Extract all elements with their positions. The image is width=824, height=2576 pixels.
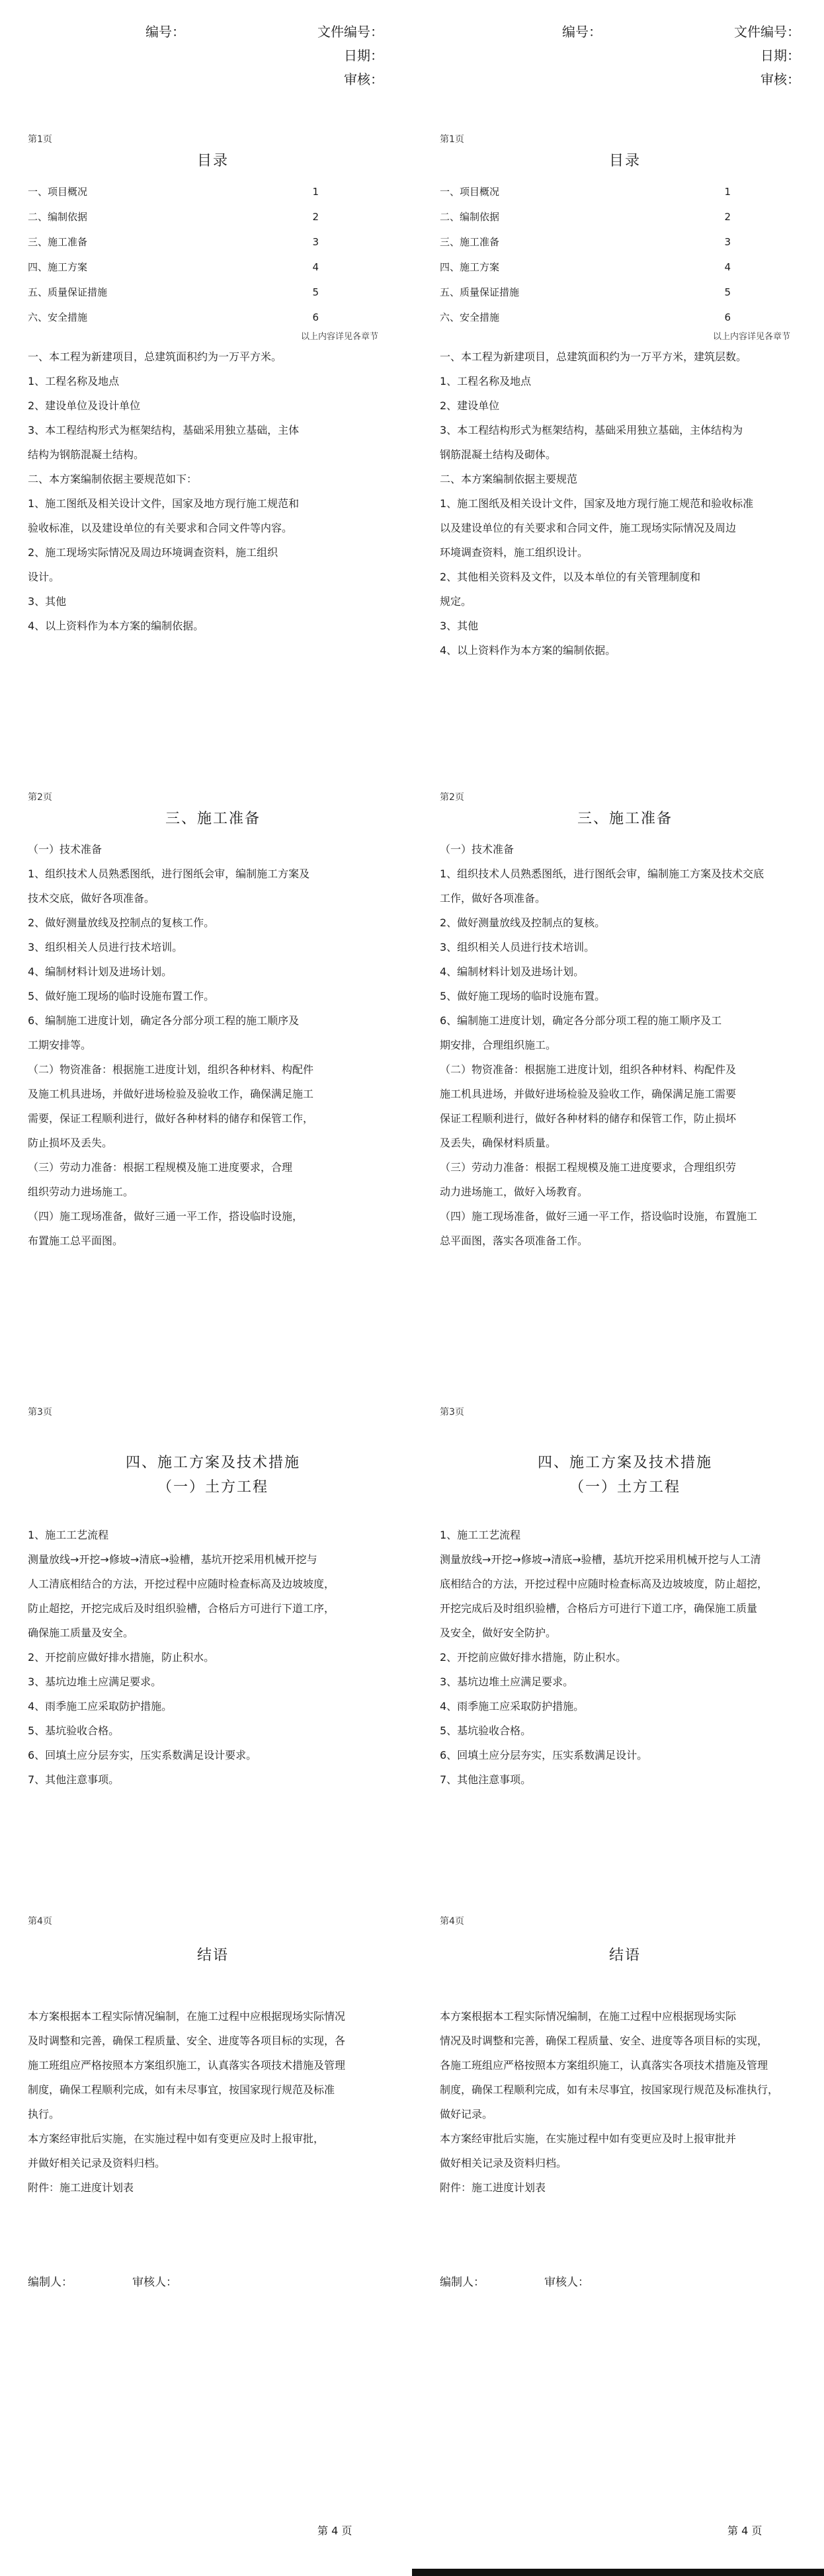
text-line: 及丢失，确保材料质量。	[440, 1137, 557, 1149]
text-line: 开挖完成后及时组织验槽，合格后方可进行下道工序，确保施工质量	[440, 1602, 758, 1615]
bottom-bar	[412, 2569, 824, 2576]
body-text	[440, 837, 810, 1253]
text-line: （二）物资准备：根据施工进度计划，组织各种材料、构配件	[28, 1063, 314, 1076]
text-line: 2、开挖前应做好排水措施，防止积水。	[440, 1651, 627, 1664]
text-line: （二）物资准备：根据施工进度计划，组织各种材料、构配件及	[440, 1063, 737, 1076]
header-line	[145, 67, 384, 91]
toc-item: 四、施工方案	[28, 261, 88, 273]
text-line: 各施工班组应严格按照本方案组织施工，认真落实各项技术措施及管理	[440, 2059, 768, 2072]
toc-item: 三、施工准备	[28, 236, 88, 248]
signature-label: 审核人：	[132, 2276, 177, 2289]
page-number: 第4页	[28, 1916, 52, 1927]
section-title: 结语	[608, 1947, 641, 1964]
toc-item: 一、项目概况	[440, 186, 500, 198]
toc-page: 1	[312, 186, 319, 198]
text-line: 设计。	[28, 571, 60, 583]
toc-list	[28, 179, 398, 330]
toc-row	[28, 280, 398, 305]
text-line: 3、组织相关人员进行技术培训。	[28, 941, 183, 953]
header-field: 审核：	[344, 71, 384, 87]
toc-note: 以上内容详见各章节	[300, 332, 378, 342]
text-line: 并做好相关记录及资料归档。	[28, 2157, 166, 2169]
toc-item: 六、安全措施	[28, 311, 88, 323]
text-line: 2、建设单位	[440, 399, 500, 412]
section-title: 三、施工准备	[577, 811, 673, 827]
text-line: 本方案根据本工程实际情况编制，在施工过程中应根据现场实际	[440, 2010, 737, 2023]
header-line	[145, 44, 384, 67]
text-line: 及施工机具进场，并做好进场检验及验收工作，确保满足施工	[28, 1088, 314, 1100]
text-line: 3、其他	[440, 620, 479, 632]
toc-item: 一、项目概况	[28, 186, 88, 198]
toc-note: 以上内容详见各章节	[712, 332, 790, 342]
toc-item: 四、施工方案	[440, 261, 500, 273]
body-text	[440, 1523, 810, 1792]
toc-row	[28, 305, 398, 330]
text-line: 布置施工总平面图。	[28, 1234, 124, 1247]
toc-page: 5	[724, 286, 731, 298]
text-line: 制度，确保工程顺利完成，如有未尽事宜，按国家现行规范及标准	[28, 2083, 335, 2096]
section-subtitle: （一）土方工程	[157, 1479, 268, 1496]
text-line: 技术交底，做好各项准备。	[28, 892, 155, 905]
toc-page: 6	[312, 311, 319, 323]
text-line: 4、以上资料作为本方案的编制依据。	[28, 620, 204, 632]
text-line: （三）劳动力准备：根据工程规模及施工进度要求，合理组织劳	[440, 1161, 737, 1174]
text-line: 6、回填土应分层夯实，压实系数满足设计要求。	[28, 1749, 257, 1761]
toc-page: 2	[724, 211, 731, 223]
signature-label: 编制人：	[440, 2276, 485, 2289]
text-line: 人工清底相结合的方法，开挖过程中应随时检查标高及边坡坡度，	[28, 1578, 335, 1590]
text-line: 5、基坑验收合格。	[440, 1724, 532, 1737]
text-line: 测量放线→开挖→修坡→清底→验槽，基坑开挖采用机械开挖与人工清	[440, 1553, 761, 1566]
text-line: 3、其他	[28, 595, 67, 608]
text-line: 4、编制材料计划及进场计划。	[440, 965, 585, 978]
text-line: 做好记录。	[440, 2108, 493, 2120]
text-line: 2、做好测量放线及控制点的复核工作。	[28, 916, 215, 929]
header-field: 文件编号：	[734, 24, 800, 40]
section-title: 目录	[608, 153, 641, 169]
text-line: 底相结合的方法，开挖过程中应随时检查标高及边坡坡度，防止超挖，	[440, 1578, 768, 1590]
section-subtitle: （一）土方工程	[569, 1479, 680, 1496]
header-field: 日期：	[344, 48, 384, 63]
section-title: 四、施工方案及技术措施	[537, 1455, 712, 1471]
body-text	[28, 2004, 398, 2200]
toc-page: 2	[312, 211, 319, 223]
text-line: 1、组织技术人员熟悉图纸，进行图纸会审，编制施工方案及	[28, 867, 310, 880]
header-field: 编号：	[562, 24, 602, 40]
toc-page: 1	[724, 186, 731, 198]
text-line: 环境调查资料，施工组织设计。	[440, 546, 589, 559]
text-line: 防止损坏及丢失。	[28, 1137, 113, 1149]
toc-page: 4	[724, 261, 731, 273]
text-line: 一、本工程为新建项目，总建筑面积约为一万平方米，建筑层数。	[440, 350, 747, 363]
toc-list	[440, 179, 810, 330]
text-line: 附件：施工进度计划表	[28, 2181, 134, 2194]
toc-row	[28, 255, 398, 280]
toc-row	[440, 255, 810, 280]
text-line: 1、施工图纸及相关设计文件，国家及地方现行施工规范和验收标准	[440, 497, 754, 510]
toc-row	[28, 204, 398, 229]
text-line: 6、回填土应分层夯实，压实系数满足设计。	[440, 1749, 648, 1761]
toc-row	[28, 179, 398, 204]
section-title: 三、施工准备	[165, 811, 261, 827]
signature-label: 编制人：	[28, 2276, 73, 2289]
text-line: （四）施工现场准备，做好三通一平工作，搭设临时设施，	[28, 1210, 304, 1223]
toc-item: 五、质量保证措施	[440, 286, 520, 298]
text-line: 做好相关记录及资料归档。	[440, 2157, 567, 2169]
text-line: 情况及时调整和完善，确保工程质量、安全、进度等各项目标的实现，	[440, 2034, 768, 2047]
toc-page: 5	[312, 286, 319, 298]
text-line: 工作，做好各项准备。	[440, 892, 546, 905]
text-line: 及安全，做好安全防护。	[440, 1627, 557, 1639]
text-line: 3、组织相关人员进行技术培训。	[440, 941, 595, 953]
signature-label: 审核人：	[544, 2276, 589, 2289]
header-line	[562, 20, 800, 44]
text-line: 2、施工现场实际情况及周边环境调查资料，施工组织	[28, 546, 278, 559]
toc-item: 二、编制依据	[28, 211, 88, 223]
text-line: 4、编制材料计划及进场计划。	[28, 965, 173, 978]
page-number: 第2页	[440, 792, 464, 803]
section-title: 结语	[196, 1947, 229, 1964]
plan-section	[28, 1405, 398, 1792]
footer-page-number: 第 4 页	[727, 2524, 762, 2537]
text-line: 4、雨季施工应采取防护措施。	[440, 1700, 585, 1712]
header-field: 日期：	[761, 48, 800, 63]
toc-row	[440, 305, 810, 330]
body-text	[28, 1523, 398, 1792]
header-field: 编号：	[145, 24, 185, 40]
text-line: 施工机具进场，并做好进场检验及验收工作，确保满足施工需要	[440, 1088, 737, 1100]
text-line: 总平面图，落实各项准备工作。	[440, 1234, 589, 1247]
header-field: 文件编号：	[317, 24, 384, 40]
toc-item: 五、质量保证措施	[28, 286, 108, 298]
text-line: 3、基坑边堆土应满足要求。	[28, 1675, 162, 1688]
toc-section	[28, 132, 398, 638]
text-line: 规定。	[440, 595, 472, 608]
header-left	[145, 20, 384, 91]
text-line: （一）技术准备	[440, 843, 515, 856]
toc-row	[28, 229, 398, 255]
text-line: 以及建设单位的有关要求和合同文件，施工现场实际情况及周边	[440, 522, 737, 534]
text-line: 保证工程顺利进行，做好各种材料的储存和保管工作，防止损坏	[440, 1112, 737, 1125]
text-line: 2、其他相关资料及文件，以及本单位的有关管理制度和	[440, 571, 701, 583]
text-line: 组织劳动力进场施工。	[28, 1186, 134, 1198]
text-line: 1、工程名称及地点	[28, 375, 120, 387]
text-line: 1、施工图纸及相关设计文件，国家及地方现行施工规范和	[28, 497, 300, 510]
page-number: 第3页	[440, 1407, 464, 1418]
text-line: 需要，保证工程顺利进行，做好各种材料的储存和保管工作，	[28, 1112, 314, 1125]
page-number: 第1页	[28, 134, 52, 145]
text-line: 执行。	[28, 2108, 60, 2120]
page-number: 第4页	[440, 1916, 464, 1927]
text-line: 2、建设单位及设计单位	[28, 399, 141, 412]
text-line: 及时调整和完善，确保工程质量、安全、进度等各项目标的实现，各	[28, 2034, 346, 2047]
toc-row	[440, 204, 810, 229]
text-line: 二、本方案编制依据主要规范如下：	[28, 473, 198, 485]
signature-row	[28, 2273, 398, 2289]
text-line: 7、其他注意事项。	[440, 1773, 532, 1786]
toc-row	[440, 229, 810, 255]
text-line: （四）施工现场准备，做好三通一平工作，搭设临时设施，布置施工	[440, 1210, 758, 1223]
closing-section	[28, 1914, 398, 2289]
toc-page: 3	[724, 236, 731, 248]
header-line	[562, 44, 800, 67]
page-number: 第1页	[440, 134, 464, 145]
header-field: 审核：	[761, 71, 800, 87]
body-text	[28, 344, 398, 638]
prep-section	[440, 790, 810, 1253]
text-line: 验收标准，以及建设单位的有关要求和合同文件等内容。	[28, 522, 293, 534]
text-line: 钢筋混凝土结构及砌体。	[440, 448, 557, 461]
text-line: 3、基坑边堆土应满足要求。	[440, 1675, 574, 1688]
body-text	[28, 837, 398, 1253]
text-line: 动力进场施工，做好入场教育。	[440, 1186, 589, 1198]
body-text	[440, 344, 810, 663]
plan-section	[440, 1405, 810, 1792]
text-line: 制度，确保工程顺利完成，如有未尽事宜，按国家现行规范及标准执行，	[440, 2083, 779, 2096]
text-line: 1、施工工艺流程	[28, 1529, 109, 1541]
text-line: 1、施工工艺流程	[440, 1529, 521, 1541]
text-line: 附件：施工进度计划表	[440, 2181, 546, 2194]
toc-section	[440, 132, 810, 663]
section-title: 四、施工方案及技术措施	[125, 1455, 300, 1471]
section-title: 目录	[196, 153, 229, 169]
text-line: 本方案经审批后实施，在实施过程中如有变更应及时上报审批，	[28, 2132, 325, 2145]
text-line: 5、做好施工现场的临时设施布置。	[440, 990, 606, 1002]
text-line: 工期安排等。	[28, 1039, 92, 1051]
toc-page: 3	[312, 236, 319, 248]
text-line: 5、做好施工现场的临时设施布置工作。	[28, 990, 215, 1002]
text-line: 3、本工程结构形式为框架结构，基础采用独立基础，主体结构为	[440, 424, 743, 436]
text-line: （一）技术准备	[28, 843, 103, 856]
text-line: 2、开挖前应做好排水措施，防止积水。	[28, 1651, 215, 1664]
page-number: 第3页	[28, 1407, 52, 1418]
text-line: 本方案根据本工程实际情况编制，在施工过程中应根据现场实际情况	[28, 2010, 346, 2023]
header-right	[562, 20, 800, 91]
text-line: 7、其他注意事项。	[28, 1773, 120, 1786]
text-line: 二、本方案编制依据主要规范	[440, 473, 578, 485]
signature-row	[440, 2273, 810, 2289]
prep-section	[28, 790, 398, 1253]
text-line: 确保施工质量及安全。	[28, 1627, 134, 1639]
text-line: 1、组织技术人员熟悉图纸，进行图纸会审，编制施工方案及技术交底	[440, 867, 764, 880]
toc-row	[440, 280, 810, 305]
toc-item: 三、施工准备	[440, 236, 500, 248]
text-line: 一、本工程为新建项目，总建筑面积约为一万平方米。	[28, 350, 282, 363]
text-line: 6、编制施工进度计划，确定各分部分项工程的施工顺序及	[28, 1014, 300, 1027]
toc-page: 6	[724, 311, 731, 323]
text-line: 1、工程名称及地点	[440, 375, 532, 387]
text-line: 4、雨季施工应采取防护措施。	[28, 1700, 173, 1712]
text-line: 2、做好测量放线及控制点的复核。	[440, 916, 606, 929]
header-line	[145, 20, 384, 44]
text-line: 期安排，合理组织施工。	[440, 1039, 557, 1051]
body-text	[440, 2004, 810, 2200]
text-line: 6、编制施工进度计划，确定各分部分项工程的施工顺序及工	[440, 1014, 722, 1027]
text-line: 3、本工程结构形式为框架结构，基础采用独立基础，主体	[28, 424, 300, 436]
text-line: 结构为钢筋混凝土结构。	[28, 448, 145, 461]
toc-row	[440, 179, 810, 204]
page-number: 第2页	[28, 792, 52, 803]
text-line: 5、基坑验收合格。	[28, 1724, 120, 1737]
toc-page: 4	[312, 261, 319, 273]
closing-section	[440, 1914, 810, 2289]
text-line: 防止超挖，开挖完成后及时组织验槽，合格后方可进行下道工序，	[28, 1602, 335, 1615]
toc-item: 二、编制依据	[440, 211, 500, 223]
text-line: 4、以上资料作为本方案的编制依据。	[440, 644, 616, 657]
text-line: 施工班组应严格按照本方案组织施工，认真落实各项技术措施及管理	[28, 2059, 346, 2072]
text-line: 测量放线→开挖→修坡→清底→验槽，基坑开挖采用机械开挖与	[28, 1553, 317, 1566]
header-line	[562, 67, 800, 91]
text-line: 本方案经审批后实施，在实施过程中如有变更应及时上报审批并	[440, 2132, 737, 2145]
text-line: （三）劳动力准备：根据工程规模及施工进度要求，合理	[28, 1161, 293, 1174]
toc-item: 六、安全措施	[440, 311, 500, 323]
footer-page-number: 第 4 页	[317, 2524, 352, 2537]
